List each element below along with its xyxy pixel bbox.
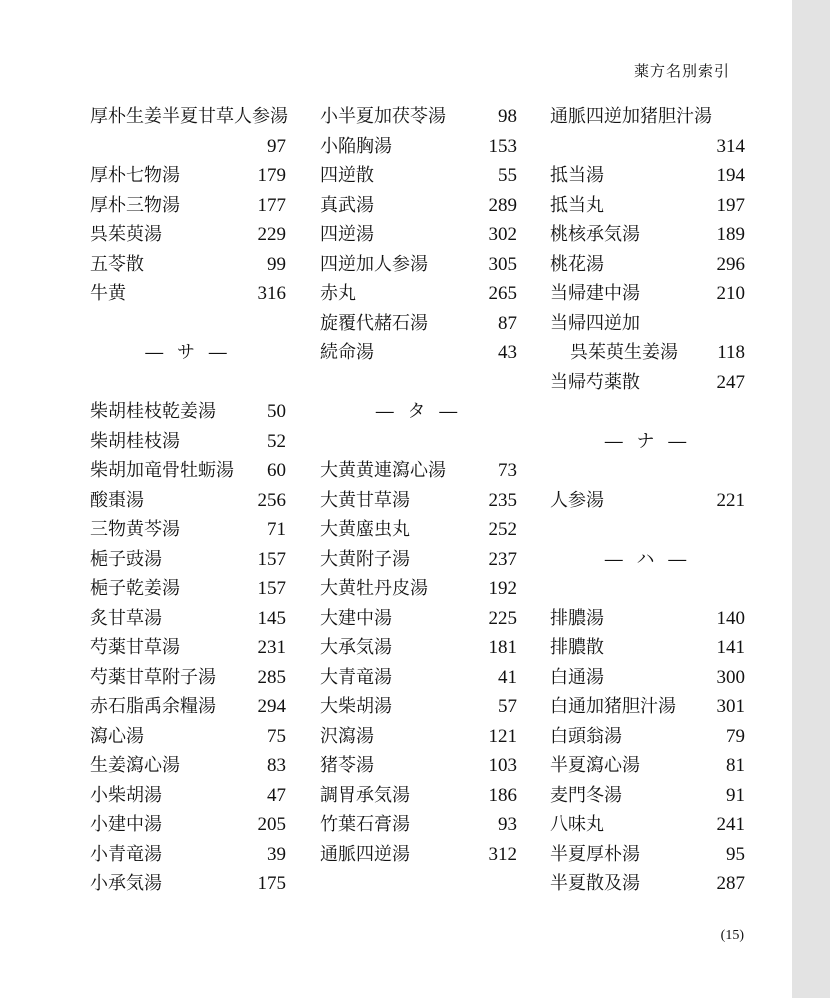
index-entry (320, 663, 517, 693)
page-reference: 47 (267, 784, 286, 806)
page-reference: 205 (257, 814, 286, 835)
index-entry (90, 456, 286, 486)
page-reference: 118 (717, 342, 745, 363)
page-reference: 296 (716, 253, 745, 275)
formula-name: 三物黄芩湯 (90, 519, 180, 540)
index-entry (320, 574, 517, 604)
page-reference: 312 (488, 843, 517, 865)
index-entry (90, 663, 286, 693)
formula-name: 牛黄 (90, 283, 126, 304)
page-reference: 99 (267, 253, 286, 275)
index-entry (90, 250, 286, 280)
index-entry (550, 250, 745, 280)
formula-name: 半夏散及湯 (550, 873, 640, 894)
index-entry (320, 692, 517, 722)
page-reference: 157 (257, 578, 286, 599)
index-entry (90, 545, 286, 575)
formula-name: 小半夏加茯苓湯 (320, 106, 446, 127)
formula-name: 続命湯 (320, 342, 374, 363)
page-reference: 83 (267, 755, 286, 776)
page-reference: 186 (488, 784, 517, 806)
page-reference: 316 (257, 283, 286, 304)
formula-name: 猪苓湯 (320, 755, 374, 776)
formula-name: 大柴胡湯 (320, 696, 392, 717)
page-reference: 43 (498, 342, 517, 363)
page-reference: 229 (257, 224, 286, 245)
index-entry (550, 869, 745, 899)
index-entry (320, 840, 517, 870)
formula-name: 小柴胡湯 (90, 784, 162, 806)
page-reference: 50 (267, 401, 286, 422)
blank-line (550, 574, 745, 604)
page-reference: 189 (716, 224, 745, 245)
formula-name: 大黄牡丹皮湯 (320, 578, 428, 599)
formula-name: 呉茱萸生姜湯 (570, 342, 678, 363)
formula-name: 半夏厚朴湯 (550, 843, 640, 865)
blank-line (320, 368, 517, 398)
index-entry (320, 132, 517, 162)
formula-name: 当帰四逆加 (550, 312, 640, 334)
index-entry (90, 604, 286, 634)
index-entry (90, 427, 286, 457)
page-reference: 95 (726, 843, 745, 865)
index-entry (90, 515, 286, 545)
formula-name: 沢瀉湯 (320, 725, 374, 747)
page-reference: 52 (267, 430, 286, 452)
index-entry (550, 338, 745, 368)
page-reference: 73 (498, 460, 517, 481)
page-reference: 75 (267, 725, 286, 747)
index-entry (320, 545, 517, 575)
index-entry (320, 161, 517, 191)
index-entry (320, 633, 517, 663)
page-reference: 285 (257, 666, 286, 688)
index-entry (550, 633, 745, 663)
formula-name: 麦門冬湯 (550, 784, 622, 806)
index-entry (90, 397, 286, 427)
index-entry (90, 840, 286, 870)
formula-name: 厚朴七物湯 (90, 165, 180, 186)
index-entry (90, 132, 286, 162)
page-reference: 55 (498, 165, 517, 186)
formula-name: 桃核承気湯 (550, 224, 640, 245)
blank-line (550, 456, 745, 486)
index-entry (550, 486, 745, 516)
index-entry (90, 633, 286, 663)
formula-name: 調胃承気湯 (320, 784, 410, 806)
index-entry (90, 220, 286, 250)
formula-name: 大黄附子湯 (320, 548, 410, 570)
formula-name: 排膿湯 (550, 607, 604, 629)
formula-name: 大黄黄連瀉心湯 (320, 460, 446, 481)
page-reference: 210 (716, 283, 745, 304)
page-reference: 192 (488, 578, 517, 599)
page-reference: 237 (488, 548, 517, 570)
formula-name: 通脈四逆加猪胆汁湯 (550, 106, 712, 127)
page-reference: 252 (488, 519, 517, 540)
index-entry (320, 751, 517, 781)
formula-name: 八味丸 (550, 814, 604, 835)
formula-name: 大黄䗪虫丸 (320, 519, 410, 540)
running-header: 薬方名別索引 (633, 62, 730, 80)
index-entry (320, 279, 517, 309)
page-reference: 256 (257, 489, 286, 511)
formula-name: 柴胡桂枝湯 (90, 430, 180, 452)
formula-name: 抵当湯 (550, 165, 604, 186)
page-reference: 98 (498, 106, 517, 127)
index-entry (550, 781, 745, 811)
blank-line (550, 515, 745, 545)
index-entry (320, 456, 517, 486)
index-entry (550, 161, 745, 191)
formula-name: 小承気湯 (90, 873, 162, 894)
index-entry (90, 279, 286, 309)
formula-name: 炙甘草湯 (90, 607, 162, 629)
blank-line (90, 309, 286, 339)
page-margin-band (792, 0, 830, 998)
page-reference: 81 (726, 755, 745, 776)
index-entry (550, 309, 745, 339)
formula-name: 四逆加人参湯 (320, 253, 428, 275)
page-reference: 221 (716, 489, 745, 511)
formula-name: 白通湯 (550, 666, 604, 688)
blank-line (550, 397, 745, 427)
formula-name: 当帰建中湯 (550, 283, 640, 304)
page-reference: 87 (498, 312, 517, 334)
index-entry (320, 604, 517, 634)
index-entry (320, 810, 517, 840)
page-reference: 300 (716, 666, 745, 688)
page-reference: 91 (726, 784, 745, 806)
page-reference: 93 (498, 814, 517, 835)
formula-name: 通脈四逆湯 (320, 843, 410, 865)
page-reference: 145 (257, 607, 286, 629)
index-entry (550, 368, 745, 398)
formula-name: 赤丸 (320, 283, 356, 304)
index-entry (550, 663, 745, 693)
index-entry (90, 574, 286, 604)
formula-name: 四逆散 (320, 165, 374, 186)
index-entry (320, 338, 517, 368)
page-reference: 265 (488, 283, 517, 304)
page-reference: 97 (267, 135, 286, 157)
section-heading: ― サ ― (145, 342, 231, 363)
index-entry (90, 692, 286, 722)
formula-name: 小建中湯 (90, 814, 162, 835)
formula-name: 柴胡加竜骨牡蛎湯 (90, 460, 234, 481)
page-reference: 57 (498, 696, 517, 717)
formula-name: 大承気湯 (320, 637, 392, 658)
page-reference: 287 (716, 873, 745, 894)
index-entry (550, 220, 745, 250)
index-entry (320, 722, 517, 752)
page-reference: 197 (716, 194, 745, 216)
page-reference: 39 (267, 843, 286, 865)
formula-name: 大黄甘草湯 (320, 489, 410, 511)
page-reference: 241 (716, 814, 745, 835)
formula-name: 梔子豉湯 (90, 548, 162, 570)
index-entry (320, 250, 517, 280)
index-entry (550, 751, 745, 781)
formula-name: 生姜瀉心湯 (90, 755, 180, 776)
index-entry (550, 102, 745, 132)
page-reference: 235 (488, 489, 517, 511)
index-entry (90, 781, 286, 811)
index-entry (320, 486, 517, 516)
formula-name: 大青竜湯 (320, 666, 392, 688)
page-reference: 41 (498, 666, 517, 688)
index-entry (320, 102, 517, 132)
blank-line (320, 427, 517, 457)
page-reference: 181 (488, 637, 517, 658)
formula-name: 厚朴三物湯 (90, 194, 180, 216)
page-reference: 153 (488, 135, 517, 157)
index-entry (320, 191, 517, 221)
formula-name: 厚朴生姜半夏甘草人参湯 (90, 106, 288, 127)
formula-name: 当帰芍薬散 (550, 371, 640, 393)
page-reference: 140 (716, 607, 745, 629)
page-reference: 247 (716, 371, 745, 393)
formula-name: 白通加猪胆汁湯 (550, 696, 676, 717)
formula-name: 真武湯 (320, 194, 374, 216)
index-entry (550, 279, 745, 309)
index-entry (320, 515, 517, 545)
formula-name: 四逆湯 (320, 224, 374, 245)
index-entry (550, 722, 745, 752)
page-reference: 294 (257, 696, 286, 717)
blank-line (90, 368, 286, 398)
index-entry (320, 781, 517, 811)
page-reference: 194 (716, 165, 745, 186)
formula-name: 白頭翁湯 (550, 725, 622, 747)
page-reference: 301 (716, 696, 745, 717)
section-heading: ― タ ― (375, 401, 462, 422)
index-entry (90, 722, 286, 752)
page-reference: 302 (488, 224, 517, 245)
page-reference: 141 (716, 637, 745, 658)
page-reference: 231 (257, 637, 286, 658)
index-entry (550, 840, 745, 870)
index-entry (90, 161, 286, 191)
index-entry (320, 220, 517, 250)
formula-name: 大建中湯 (320, 607, 392, 629)
formula-name: 柴胡桂枝乾姜湯 (90, 401, 216, 422)
index-entry (550, 191, 745, 221)
page-reference: 71 (267, 519, 286, 540)
section-heading: ― ハ ― (604, 548, 691, 570)
index-column-3 (550, 102, 745, 899)
formula-name: 旋覆代赭石湯 (320, 312, 428, 334)
formula-name: 半夏瀉心湯 (550, 755, 640, 776)
page-reference: 103 (488, 755, 517, 776)
page-reference: 289 (488, 194, 517, 216)
index-entry (90, 191, 286, 221)
formula-name: 竹葉石膏湯 (320, 814, 410, 835)
formula-name: 赤石脂禹余糧湯 (90, 696, 216, 717)
formula-name: 小陥胸湯 (320, 135, 392, 157)
page-reference: 121 (488, 725, 517, 747)
formula-name: 瀉心湯 (90, 725, 144, 747)
page-reference: 225 (488, 607, 517, 629)
page-reference: 175 (257, 873, 286, 894)
formula-name: 人参湯 (550, 489, 604, 511)
index-column-1 (90, 102, 286, 899)
formula-name: 芍薬甘草附子湯 (90, 666, 216, 688)
page-number: (15) (720, 928, 744, 943)
index-entry (550, 810, 745, 840)
index-entry (90, 810, 286, 840)
index-entry (90, 869, 286, 899)
formula-name: 排膿散 (550, 637, 604, 658)
index-entry (90, 486, 286, 516)
index-entry (90, 751, 286, 781)
formula-name: 酸棗湯 (90, 489, 144, 511)
index-entry (320, 309, 517, 339)
page-reference: 305 (488, 253, 517, 275)
formula-name: 梔子乾姜湯 (90, 578, 180, 599)
formula-name: 呉茱萸湯 (90, 224, 162, 245)
page-reference: 79 (726, 725, 745, 747)
page-reference: 314 (716, 135, 745, 157)
formula-name: 抵当丸 (550, 194, 604, 216)
page-reference: 177 (257, 194, 286, 216)
page-reference: 157 (257, 548, 286, 570)
page-reference: 60 (267, 460, 286, 481)
index-column-2 (320, 102, 517, 869)
index-entry (90, 102, 286, 132)
formula-name: 小青竜湯 (90, 843, 162, 865)
section-heading: ― ナ ― (604, 430, 691, 452)
index-entry (550, 604, 745, 634)
formula-name: 芍薬甘草湯 (90, 637, 180, 658)
formula-name: 五苓散 (90, 253, 144, 275)
index-entry (550, 132, 745, 162)
page-reference: 179 (257, 165, 286, 186)
index-entry (550, 692, 745, 722)
formula-name: 桃花湯 (550, 253, 604, 275)
